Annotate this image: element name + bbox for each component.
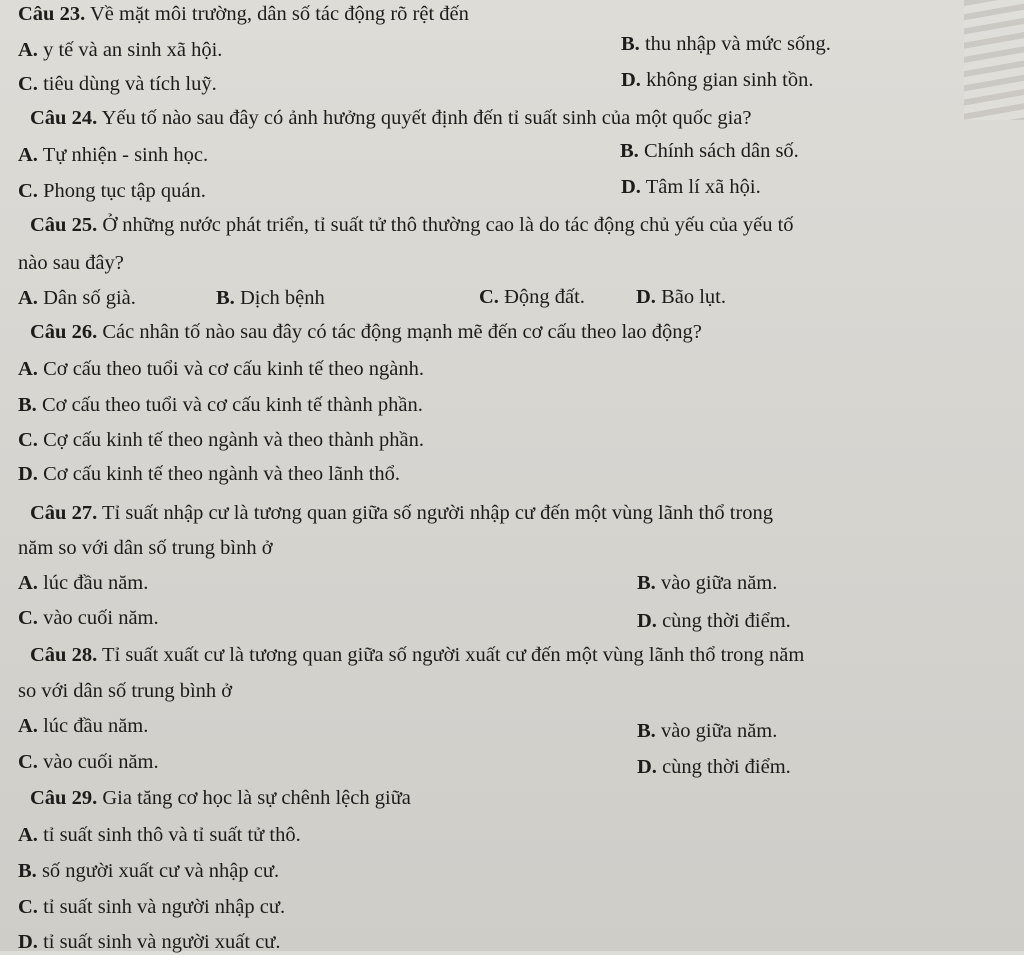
option-23-a: A. y tế và an sinh xã hội. xyxy=(18,39,223,61)
option-25-c: C. Động đất. xyxy=(479,286,585,308)
question-number: Câu 29. xyxy=(30,787,98,809)
question-23 xyxy=(18,2,1004,27)
question-25-line2 xyxy=(18,251,1004,276)
option-24-d: D. Tâm lí xã hội. xyxy=(621,176,761,198)
question-25 xyxy=(30,213,1004,238)
option-27-b: B. vào giữa năm. xyxy=(637,572,778,594)
option-29-a: A. tỉ suất sinh thô và tỉ suất tử thô. xyxy=(18,824,301,846)
question-27-line2 xyxy=(18,536,1004,561)
option-27-d: D. cùng thời điểm. xyxy=(637,610,791,632)
question-text: Gia tăng cơ học là sự chênh lệch giữa xyxy=(102,787,411,809)
option-23-b: B. thu nhập và mức sống. xyxy=(621,33,831,55)
option-29-c: C. tỉ suất sinh và người nhập cư. xyxy=(18,896,286,918)
question-number: Câu 28. xyxy=(30,644,98,666)
question-24 xyxy=(30,106,1004,131)
question-number: Câu 24. xyxy=(30,107,98,129)
question-28 xyxy=(30,643,1004,668)
option-26-c: C. Cợ cấu kinh tế theo ngành và theo thành phần. xyxy=(18,429,424,451)
option-25-a: A. Dân số già. xyxy=(18,287,136,309)
question-text: nào sau đây? xyxy=(18,252,124,274)
question-28-line2 xyxy=(18,679,1004,704)
option-26-a: A. Cơ cấu theo tuổi và cơ cấu kinh tế theo ngành. xyxy=(18,358,424,380)
option-26-b: B. Cơ cấu theo tuổi và cơ cấu kinh tế thành phần. xyxy=(18,394,423,416)
question-number: Câu 26. xyxy=(30,321,98,343)
question-text: Về mặt môi trường, dân số tác động rõ rệt đến xyxy=(89,3,469,25)
option-26-d: D. Cơ cấu kinh tế theo ngành và theo lãnh thổ. xyxy=(18,463,401,485)
option-24-c: C. Phong tục tập quán. xyxy=(18,180,206,202)
question-29 xyxy=(30,786,1004,811)
question-number: Câu 25. xyxy=(30,214,98,236)
question-text: Ở những nước phát triển, tỉ suất tử thô thường cao là do tác động chủ yếu của yếu tố xyxy=(102,214,794,236)
option-23-c: C. tiêu dùng và tích luỹ. xyxy=(18,73,217,95)
option-28-a: A. lúc đầu năm. xyxy=(18,715,149,737)
option-25-d: D. Bão lụt. xyxy=(636,286,726,308)
option-29-b: B. số người xuất cư và nhập cư. xyxy=(18,860,280,882)
question-27 xyxy=(30,501,1004,526)
option-24-b: B. Chính sách dân số. xyxy=(620,140,799,162)
option-25-b: B. Dịch bệnh xyxy=(216,287,325,309)
question-number: Câu 27. xyxy=(30,502,98,524)
option-28-b: B. vào giữa năm. xyxy=(637,720,778,742)
question-text: so với dân số trung bình ở xyxy=(18,680,233,702)
option-24-a: A. Tự nhiện - sinh học. xyxy=(18,144,209,166)
question-text: Các nhân tố nào sau đây có tác động mạnh mẽ đến cơ cấu theo lao động? xyxy=(102,321,702,343)
question-number: Câu 23. xyxy=(18,3,86,25)
option-27-a: A. lúc đầu năm. xyxy=(18,572,149,594)
option-28-c: C. vào cuối năm. xyxy=(18,751,159,773)
question-text: Tỉ suất xuất cư là tương quan giữa số người xuất cư đến một vùng lãnh thổ trong năm xyxy=(101,644,805,666)
option-27-c: C. vào cuối năm. xyxy=(18,607,159,629)
option-23-d: D. không gian sinh tồn. xyxy=(621,69,814,91)
option-28-d: D. cùng thời điểm. xyxy=(637,756,791,778)
option-29-d: D. tỉ suất sinh và người xuất cư. xyxy=(18,931,281,953)
question-text: Tỉ suất nhập cư là tương quan giữa số người nhập cư đến một vùng lãnh thổ trong xyxy=(101,502,774,524)
question-text: năm so với dân số trung bình ở xyxy=(18,537,273,559)
question-26 xyxy=(30,320,1004,345)
question-text: Yếu tố nào sau đây có ảnh hưởng quyết định đến tỉ suất sinh của một quốc gia? xyxy=(101,107,752,129)
